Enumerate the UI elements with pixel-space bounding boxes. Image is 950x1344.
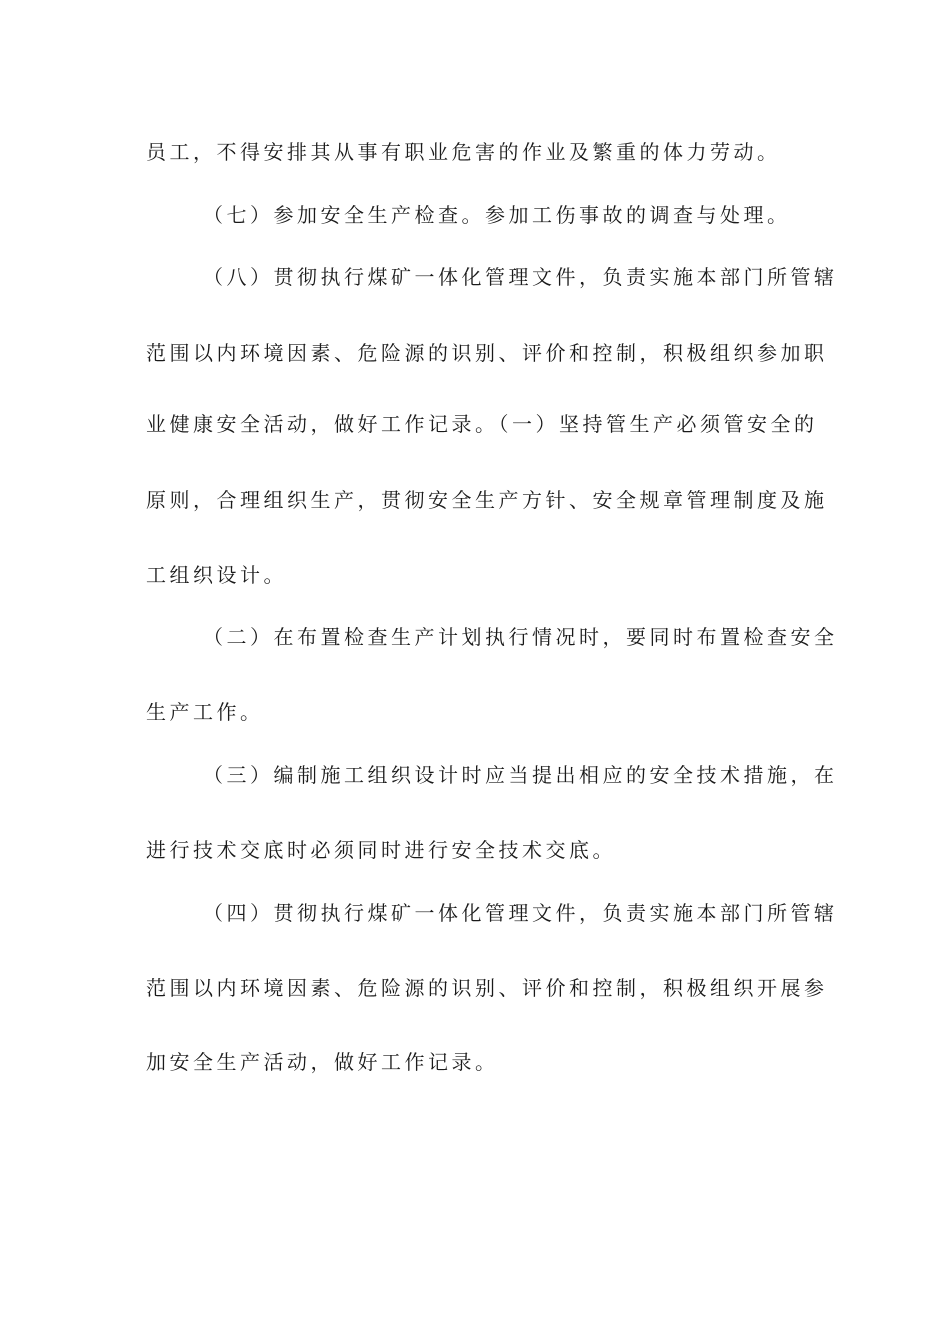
text-line: 业健康安全活动，做好工作记录。（一）坚持管生产必须管安全的 bbox=[146, 412, 818, 436]
text-line: 范围以内环境因素、危险源的识别、评价和控制，积极组织参加职 bbox=[146, 341, 828, 365]
text-line: （七）参加安全生产检查。参加工伤事故的调查与处理。 bbox=[203, 203, 791, 227]
text-line: （二）在布置检查生产计划执行情况时，要同时布置检查安全 bbox=[203, 625, 838, 649]
text-line: 加安全生产活动，做好工作记录。 bbox=[146, 1050, 499, 1074]
text-line: 原则，合理组织生产，贯彻安全生产方针、安全规章管理制度及施 bbox=[146, 488, 828, 512]
text-line: 员工，不得安排其从事有职业危害的作业及繁重的体力劳动。 bbox=[146, 140, 781, 164]
text-line: 生产工作。 bbox=[146, 700, 264, 724]
text-line: （四）贯彻执行煤矿一体化管理文件，负责实施本部门所管辖 bbox=[203, 901, 838, 925]
text-line: （三）编制施工组织设计时应当提出相应的安全技术措施，在 bbox=[203, 763, 838, 787]
text-line: 工组织设计。 bbox=[146, 563, 287, 587]
text-line: 进行技术交底时必须同时进行安全技术交底。 bbox=[146, 838, 616, 862]
text-line: （八）贯彻执行煤矿一体化管理文件，负责实施本部门所管辖 bbox=[203, 265, 838, 289]
text-line: 范围以内环境因素、危险源的识别、评价和控制，积极组织开展参 bbox=[146, 976, 828, 1000]
